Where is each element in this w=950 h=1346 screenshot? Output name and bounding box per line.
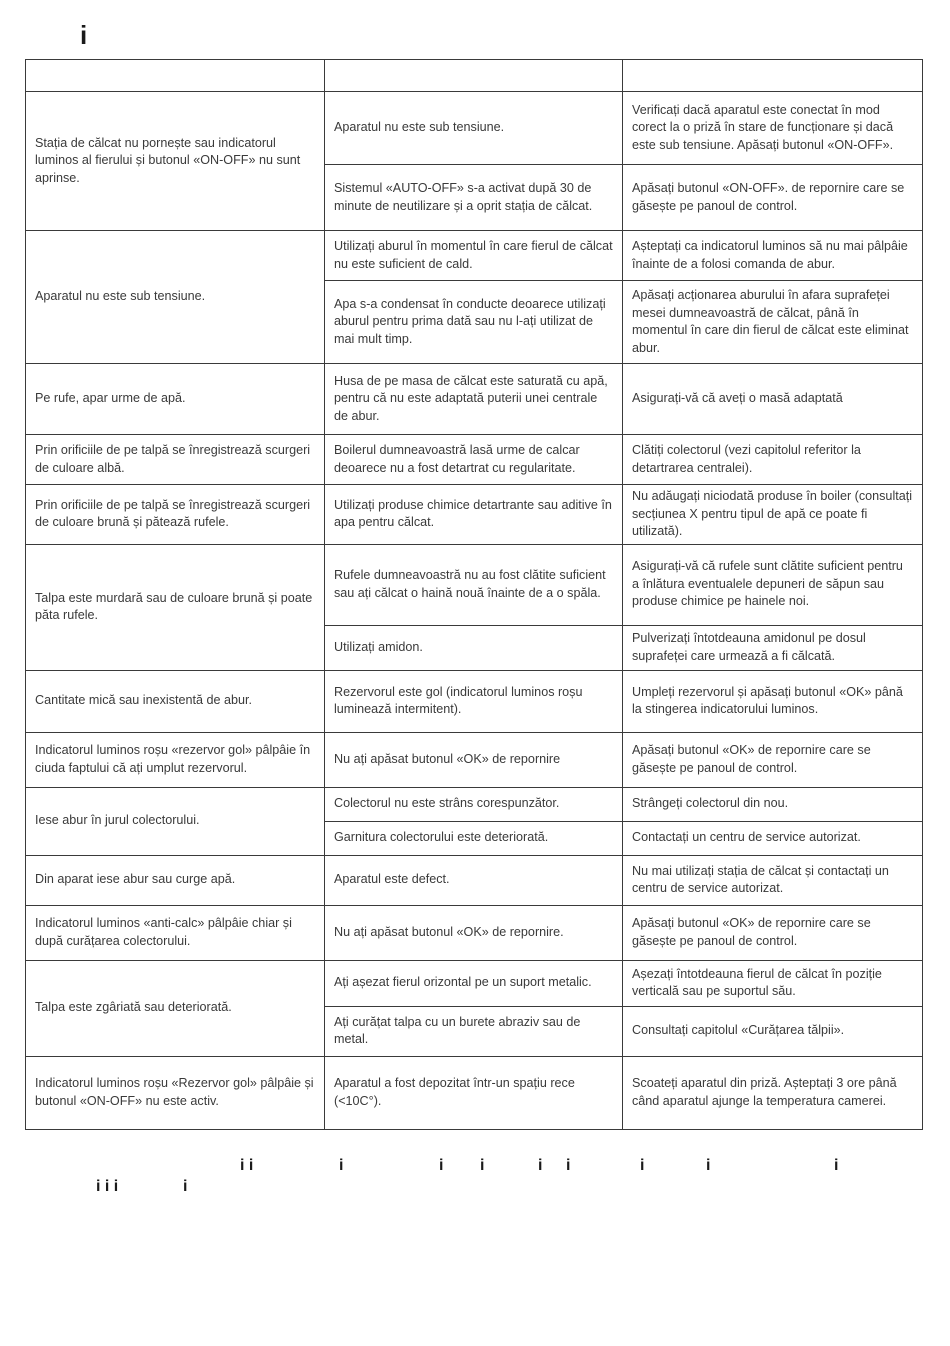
problem-cell: Indicatorul luminos «anti-calc» pâlpâie chiar și după curățarea colectorului. (26, 905, 325, 960)
header-cause (325, 60, 623, 92)
cause-cell: Ați curățat talpa cu un burete abraziv sau de metal. (325, 1006, 623, 1056)
problem-cell: Indicatorul luminos roșu «rezervor gol» pâlpâie în ciuda faptului că ați umplut rezervorul. (26, 732, 325, 787)
table-row (26, 544, 923, 625)
cause-cell: Nu ați apăsat butonul «OK» de repornire (325, 732, 623, 787)
cause-cell: Utilizați amidon. (325, 625, 623, 670)
footer-glyph: i i (240, 1157, 254, 1174)
cause-cell: Rufele dumneavoastră nu au fost clătite suficient sau ați călcat o haină nouă înainte de a o spăla. (325, 544, 623, 625)
problem-cell: Prin orificiile de pe talpă se înregistrează scurgeri de culoare brună și pătează rufele. (26, 485, 325, 545)
solution-cell: Asigurați-vă că rufele sunt clătite suficient pentru a înlătura eventualele depuneri de săpun sau produse chimice pe hainele noi. (623, 544, 923, 625)
solution-cell: Nu adăugați niciodată produse în boiler (consultați secțiunea X pentru tipul de apă ce poate fi utilizată). (623, 485, 923, 545)
problem-cell: Iese abur în jurul colectorului. (26, 787, 325, 855)
table-row (26, 732, 923, 787)
problem-cell: Indicatorul luminos roșu «Rezervor gol» pâlpâie și butonul «ON-OFF» nu este activ. (26, 1056, 325, 1129)
solution-cell: Pulverizați întotdeauna amidonul pe dosul suprafeței care urmează a fi călcată. (623, 625, 923, 670)
footer-glyph: i (439, 1157, 444, 1174)
problem-cell: Prin orificiile de pe talpă se înregistrează scurgeri de culoare albă. (26, 435, 325, 485)
solution-cell: Contactați un centru de service autorizat. (623, 821, 923, 855)
footer-line-1 (0, 1157, 950, 1177)
footer-glyph: i (339, 1157, 344, 1174)
cause-cell: Sistemul «AUTO-OFF» s-a activat după 30 de minute de neutilizare și a oprit stația de călcat. (325, 165, 623, 231)
footer-glyph: i (538, 1157, 543, 1174)
solution-cell: Așezați întotdeauna fierul de călcat în poziție verticală sau pe suportul său. (623, 960, 923, 1006)
footer-glyph: i i i (96, 1178, 119, 1195)
cause-cell: Aparatul nu este sub tensiune. (325, 92, 623, 165)
table-row (26, 960, 923, 1006)
problem-cell: Din aparat iese abur sau curge apă. (26, 855, 325, 905)
solution-cell: Verificați dacă aparatul este conectat în mod corect la o priză în stare de funcționare și dacă este sub tensiune. Apăsați butonul «ON-OFF». (623, 92, 923, 165)
footer-glyph: i (640, 1157, 645, 1174)
table-row (26, 364, 923, 435)
table-row (26, 787, 923, 821)
footer-glyph: i (566, 1157, 571, 1174)
footer-glyph: i (183, 1178, 188, 1195)
cause-cell: Colectorul nu este strâns corespunzător. (325, 787, 623, 821)
cause-cell: Aparatul este defect. (325, 855, 623, 905)
table-row (26, 855, 923, 905)
table-row (26, 435, 923, 485)
table-header-row (26, 60, 923, 92)
table-row (26, 1056, 923, 1129)
table-row (26, 231, 923, 281)
solution-cell: Asigurați-vă că aveți o masă adaptată (623, 364, 923, 435)
cause-cell: Rezervorul este gol (indicatorul luminos roșu luminează intermitent). (325, 670, 623, 732)
problem-cell: Cantitate mică sau inexistentă de abur. (26, 670, 325, 732)
cause-cell: Utilizați aburul în momentul în care fierul de călcat nu este suficient de cald. (325, 231, 623, 281)
cause-cell: Nu ați apăsat butonul «OK» de repornire. (325, 905, 623, 960)
footer-line-2 (0, 1178, 950, 1198)
header-problem (26, 60, 325, 92)
solution-cell: Apăsați butonul «ON-OFF». de repornire care se găsește pe panoul de control. (623, 165, 923, 231)
solution-cell: Umpleți rezervorul și apăsați butonul «OK» până la stingerea indicatorului luminos. (623, 670, 923, 732)
cause-cell: Ați așezat fierul orizontal pe un suport metalic. (325, 960, 623, 1006)
page-heading: i (80, 20, 90, 50)
solution-cell: Consultați capitolul «Curățarea tălpii». (623, 1006, 923, 1056)
footer-glyph: i (480, 1157, 485, 1174)
problem-cell: Talpa este murdară sau de culoare brună și poate păta rufele. (26, 544, 325, 670)
solution-cell: Strângeți colectorul din nou. (623, 787, 923, 821)
problem-cell: Pe rufe, apar urme de apă. (26, 364, 325, 435)
header-solution (623, 60, 923, 92)
problem-cell: Talpa este zgâriată sau deteriorată. (26, 960, 325, 1056)
solution-cell: Apăsați acționarea aburului în afara suprafeței mesei dumneavoastră de călcat, până în momentul în care din fierul de călcat este eliminat abur. (623, 281, 923, 364)
problem-cell: Stația de călcat nu pornește sau indicatorul luminos al fierului și butonul «ON-OFF» nu sunt aprinse. (26, 92, 325, 231)
problem-cell: Aparatul nu este sub tensiune. (26, 231, 325, 364)
cause-cell: Husa de pe masa de călcat este saturată cu apă, pentru că nu este adaptată puterii unei centrale de abur. (325, 364, 623, 435)
cause-cell: Boilerul dumneavoastră lasă urme de calcar deoarece nu a fost detartrat cu regularitate. (325, 435, 623, 485)
solution-cell: Nu mai utilizați stația de călcat și contactați un centru de service autorizat. (623, 855, 923, 905)
cause-cell: Utilizați produse chimice detartrante sau aditive în apa pentru călcat. (325, 485, 623, 545)
cause-cell: Garnitura colectorului este deteriorată. (325, 821, 623, 855)
table-body (26, 92, 923, 1130)
solution-cell: Scoateți aparatul din priză. Așteptați 3 ore până când aparatul ajunge la temperatura camerei. (623, 1056, 923, 1129)
solution-cell: Apăsați butonul «OK» de repornire care se găsește pe panoul de control. (623, 732, 923, 787)
troubleshooting-table (25, 59, 923, 1130)
table-row (26, 92, 923, 165)
table-row (26, 905, 923, 960)
cause-cell: Apa s-a condensat în conducte deoarece utilizați aburul pentru prima dată sau nu l-ați utilizat de mai mult timp. (325, 281, 623, 364)
cause-cell: Aparatul a fost depozitat într-un spațiu rece (<10C°). (325, 1056, 623, 1129)
footer-glyph: i (706, 1157, 711, 1174)
table-row (26, 485, 923, 545)
solution-cell: Apăsați butonul «OK» de repornire care se găsește pe panoul de control. (623, 905, 923, 960)
table-row (26, 670, 923, 732)
solution-cell: Așteptați ca indicatorul luminos să nu mai pâlpâie înainte de a folosi comanda de abur. (623, 231, 923, 281)
solution-cell: Clătiți colectorul (vezi capitolul referitor la detartrarea centralei). (623, 435, 923, 485)
footer-glyph: i (834, 1157, 839, 1174)
